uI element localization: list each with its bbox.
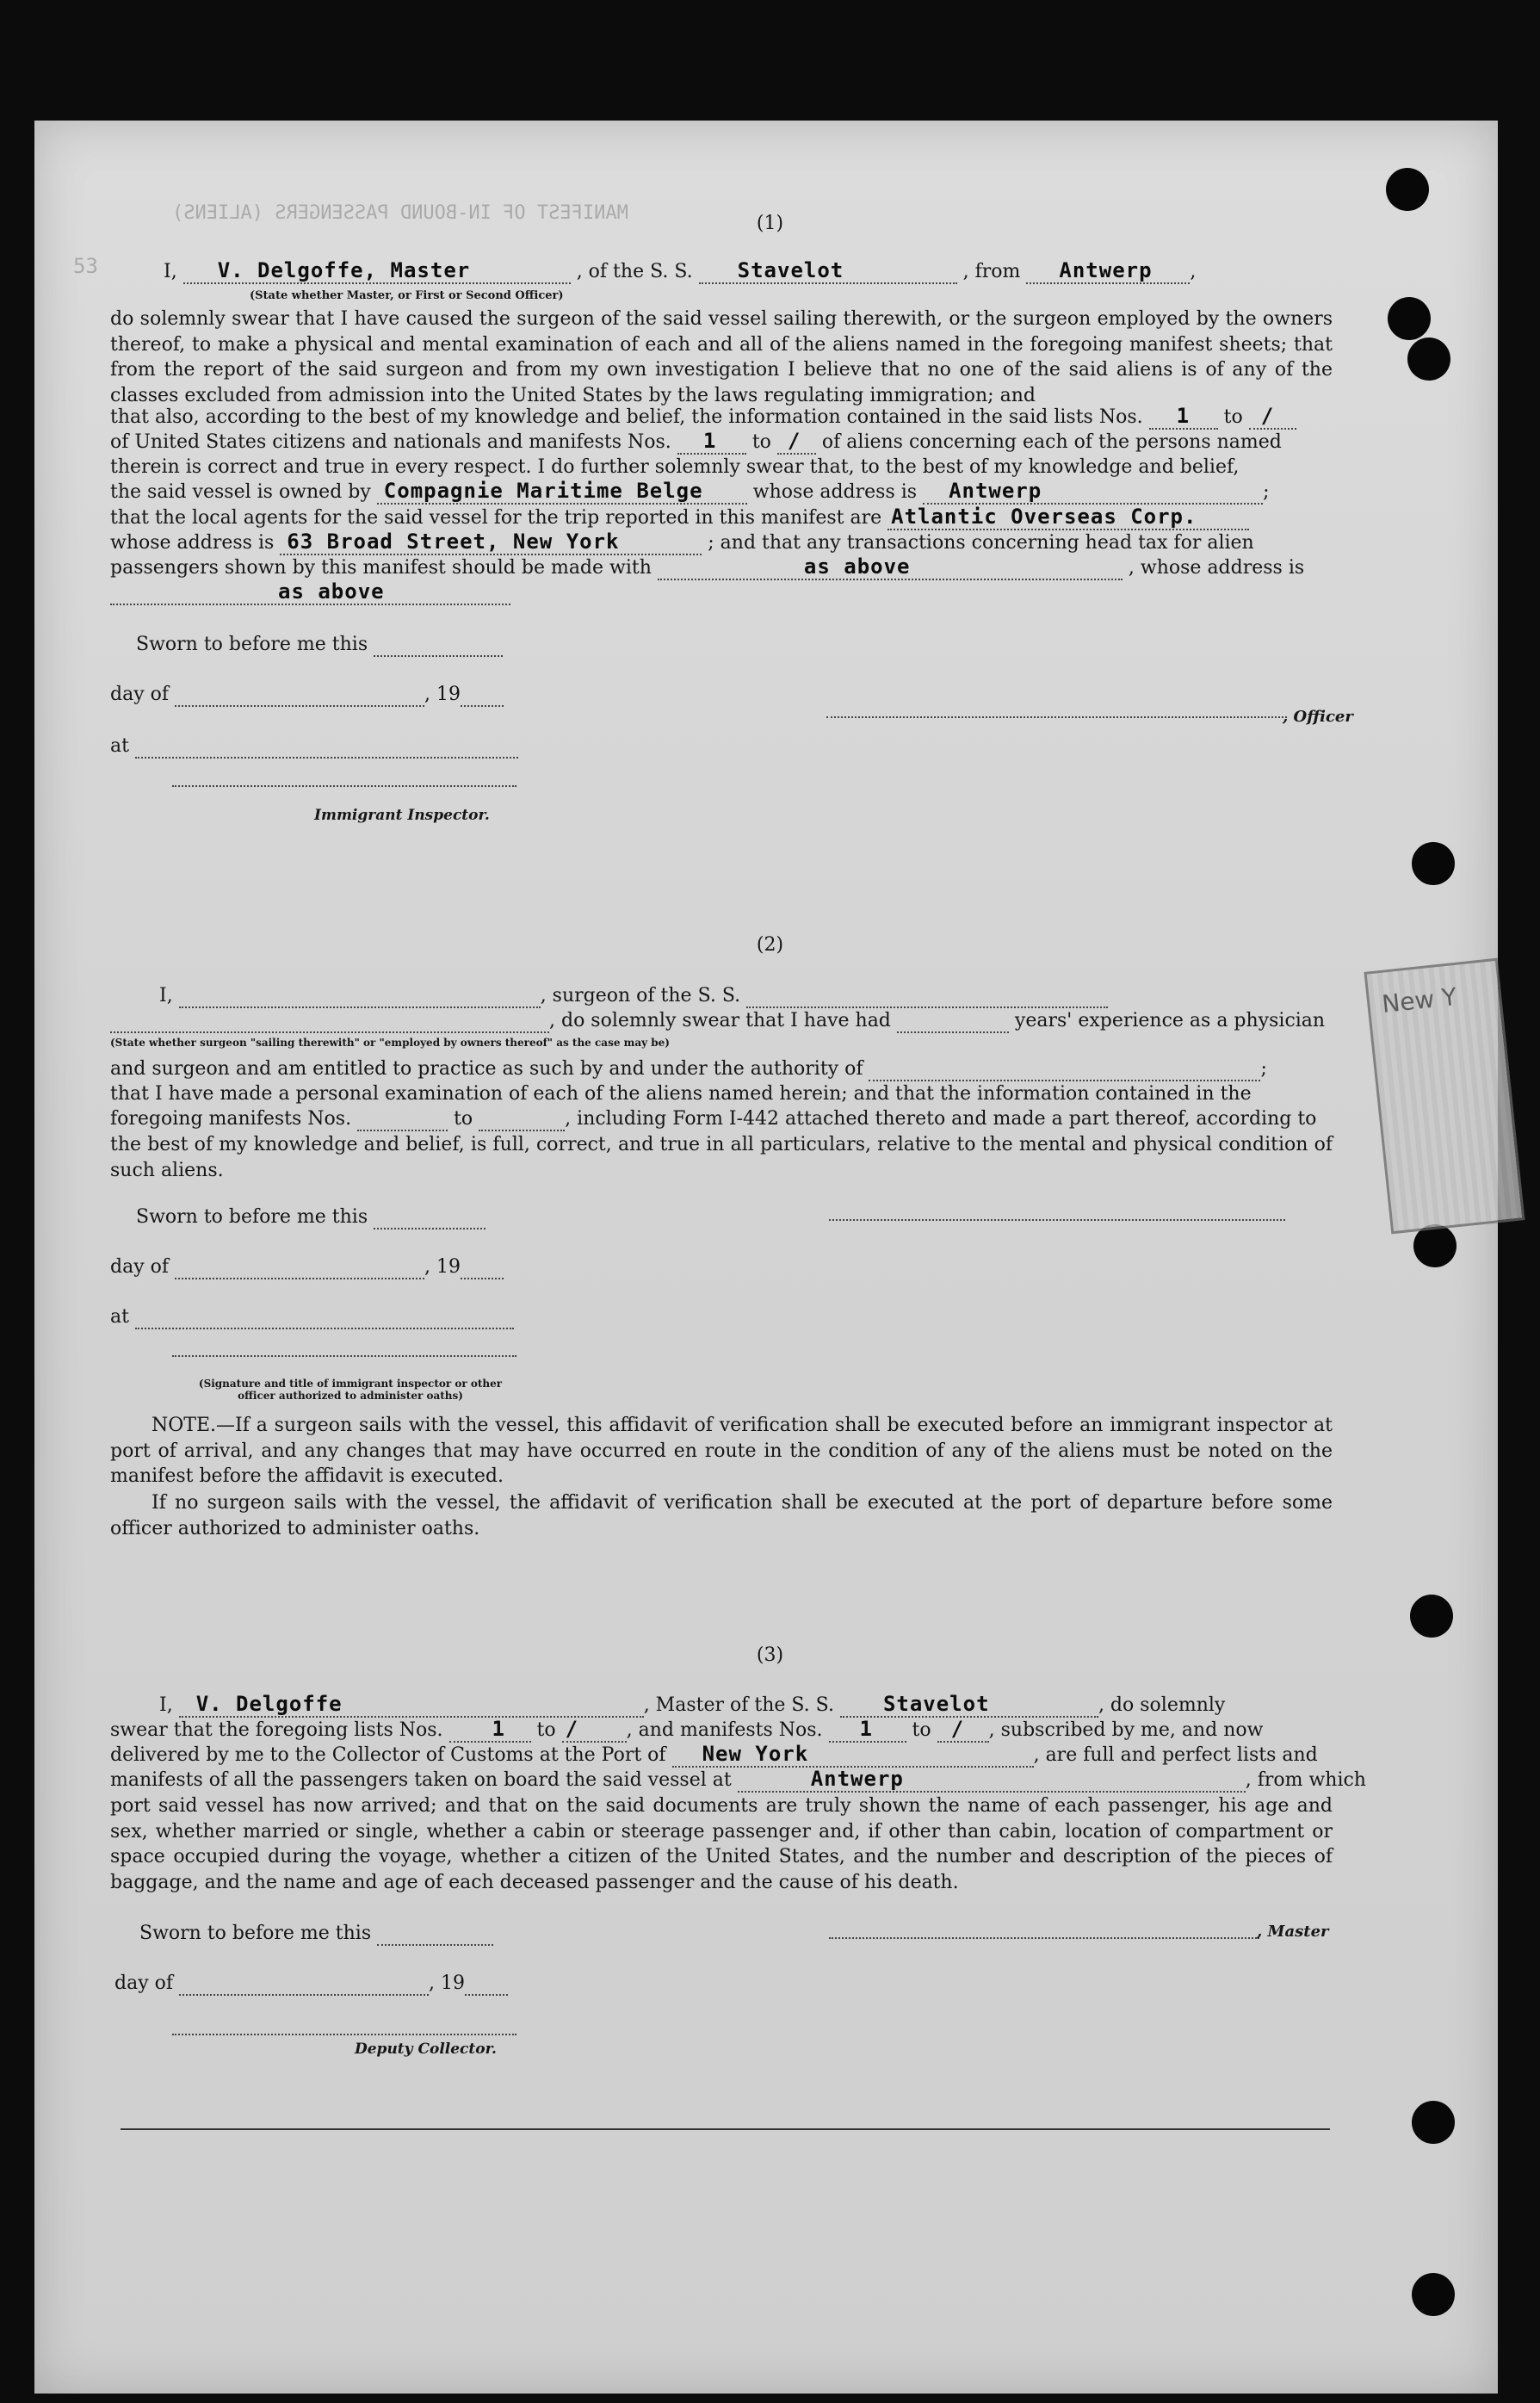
section-3-manifests-to: / bbox=[950, 1717, 965, 1741]
master-name: V. Delgoffe, Master bbox=[217, 258, 471, 282]
lists-to: / bbox=[1260, 404, 1275, 428]
master-label: , Master bbox=[1257, 1923, 1329, 1941]
section-3-taken-line: manifests of all the passengers taken on board the said vessel at Antwerp , from which bbox=[110, 1767, 1366, 1791]
section-3-delivered-line: delivered by me to the Collector of Customs at the Port of New York , are full and perfect lists and bbox=[110, 1742, 1318, 1766]
head-tax-with: as above bbox=[803, 554, 911, 579]
section-3-lists-from: 1 bbox=[492, 1717, 505, 1741]
section-3-vessel: Stavelot bbox=[882, 1692, 990, 1716]
head-tax-line: passengers shown by this manifest should be made with as above , whose address is bbox=[110, 554, 1305, 579]
agent-address-line: whose address is 63 Broad Street, New York ; and that any transactions concerning head tax for alien bbox=[110, 530, 1254, 554]
head-tax-address-line bbox=[110, 581, 510, 605]
surgeon-signature-line bbox=[829, 1219, 1285, 1221]
bleed-through-header: MANIFEST OF IN-BOUND PASSENGERS (ALIENS) bbox=[172, 202, 628, 224]
section-1-number: (1) bbox=[756, 213, 784, 234]
master-caption: (State whether Master, or First or Second Officer) bbox=[250, 289, 564, 302]
stamp-overlay: New Y bbox=[1364, 958, 1525, 1235]
manifests-line: of United States citizens and nationals and manifests Nos. 1 to / of aliens concerning each of the persons named bbox=[110, 429, 1282, 453]
officer-label: , Officer bbox=[1283, 708, 1353, 726]
agent-address: 63 Broad Street, New York bbox=[287, 530, 620, 554]
section-2-paragraph-2: the best of my knowledge and belief, is full, correct, and true in all particulars, relative to the mental and physical condition of such aliens. bbox=[110, 1134, 1333, 1181]
port-of-arrival: New York bbox=[702, 1742, 809, 1766]
section-2-manifests-line: foregoing manifests Nos. to , including Form I-442 attached thereto and made a part thereof, according to bbox=[110, 1108, 1317, 1130]
bottom-rule bbox=[121, 2128, 1330, 2130]
surgeon-caption: (State whether surgeon "sailing therewith" or "employed by owners thereof" as the case may be) bbox=[110, 1037, 670, 1049]
inspector-signature-line-1 bbox=[172, 785, 516, 787]
section-3-manifests-from: 1 bbox=[859, 1717, 873, 1741]
owner-address: Antwerp bbox=[949, 479, 1042, 503]
sworn-1: Sworn to before me this bbox=[136, 633, 503, 657]
day-of-2: day of , 19 bbox=[110, 1255, 504, 1279]
surgeon-swear-line: , do solemnly swear that I have had years' experience as a physician bbox=[110, 1009, 1325, 1033]
head-tax-address: as above bbox=[278, 579, 385, 604]
section-3-master-line: I, V. Delgoffe , Master of the S. S. Stavelot , do solemnly bbox=[159, 1692, 1226, 1716]
signature-caption: (Signature and title of immigrant inspector or other officer authorized to administer oaths) bbox=[198, 1378, 503, 1402]
section-3-lists-to: / bbox=[565, 1717, 579, 1741]
vessel-name: Stavelot bbox=[737, 258, 844, 282]
section-3-lists-line: swear that the foregoing lists Nos. 1 to / , and manifests Nos. 1 to / , subscribed by me, and now bbox=[110, 1717, 1264, 1741]
section-1-paragraph: do solemnly swear that I have caused the surgeon of the said vessel sailing therewith, or the surgeon employed by the owners thereof, to make a physical and mental examination of each and all of the aliens named in the foregoing manifest sheets; that from the report of the said surgeon and from my own investigation I believe that no one of the said aliens is of any of the classes excluded from admission into the United States by the laws regulating immigration; and bbox=[110, 308, 1333, 406]
section-3-departure-port: Antwerp bbox=[810, 1767, 904, 1791]
page-number: 53 bbox=[73, 254, 98, 278]
note-paragraph: NOTE.—If a surgeon sails with the vessel, this affidavit of verification shall be executed before an immigrant inspector at port of arrival, and any changes that may have occurred en route in the condition of any of the aliens must be noted on the manifest before the affidavit is executed. bbox=[110, 1415, 1333, 1487]
departure-port: Antwerp bbox=[1059, 258, 1153, 282]
section-2-number: (2) bbox=[756, 934, 784, 956]
inspector-signature-line-2 bbox=[172, 1355, 516, 1357]
authority-line: and surgeon and am entitled to practice as such by and under the authority of ; bbox=[110, 1058, 1267, 1080]
sworn-3: Sworn to before me this bbox=[139, 1922, 493, 1946]
day-of-1: day of , 19 bbox=[110, 683, 504, 707]
manifests-from: 1 bbox=[702, 429, 717, 453]
agents-line: that the local agents for the said vessel for the trip reported in this manifest are Atlantic Overseas Corp. bbox=[110, 506, 1249, 530]
officer-signature-line bbox=[826, 716, 1287, 718]
surgeon-line: I, , surgeon of the S. S. bbox=[159, 984, 1108, 1008]
lists-line: that also, according to the best of my knowledge and belief, the information contained in the said lists Nos. 1 to / bbox=[110, 406, 1296, 430]
deputy-collector-signature-line bbox=[172, 2034, 516, 2035]
section-1-paragraph-2: therein is correct and true in every respect. I do further solemnly swear that, to the best of my knowledge and belief, bbox=[110, 456, 1240, 478]
local-agents: Atlantic Overseas Corp. bbox=[891, 505, 1197, 529]
day-of-3: day of , 19 bbox=[114, 1972, 508, 1996]
master-signature-line bbox=[829, 1937, 1259, 1939]
manifests-to: / bbox=[787, 429, 801, 453]
section-2-paragraph-1: that I have made a personal examination of each of the aliens named herein; and that the information contained in the bbox=[110, 1083, 1252, 1105]
master-oath-line: I, V. Delgoffe, Master , of the S. S. Stavelot , from Antwerp , bbox=[164, 258, 1197, 282]
at-2: at bbox=[110, 1305, 514, 1329]
vessel-owner: Compagnie Maritime Belge bbox=[383, 479, 703, 503]
at-1: at bbox=[110, 734, 518, 759]
section-3-number: (3) bbox=[756, 1644, 784, 1666]
lists-from: 1 bbox=[1176, 404, 1191, 428]
sworn-2: Sworn to before me this bbox=[136, 1205, 486, 1229]
note-paragraph-2: If no surgeon sails with the vessel, the affidavit of verification shall be executed at the port of departure before some officer authorized to administer oaths. bbox=[110, 1492, 1333, 1539]
immigrant-inspector-label: Immigrant Inspector. bbox=[314, 807, 490, 824]
owner-line: the said vessel is owned by Compagnie Maritime Belge whose address is Antwerp ; bbox=[110, 479, 1270, 503]
section-3-master-name: V. Delgoffe bbox=[195, 1692, 343, 1716]
section-3-paragraph: port said vessel has now arrived; and that on the said documents are truly shown the name of each passenger, his age and sex, whether married or single, whether a cabin or steerage passenger and, if other than cabin, location of compartment or space occupied during the voyage, whether a citizen of the United States, and the number and description of the pieces of baggage, and the name and age of each deceased passenger and the cause of his death. bbox=[110, 1795, 1333, 1893]
deputy-collector-label: Deputy Collector. bbox=[355, 2041, 497, 2058]
